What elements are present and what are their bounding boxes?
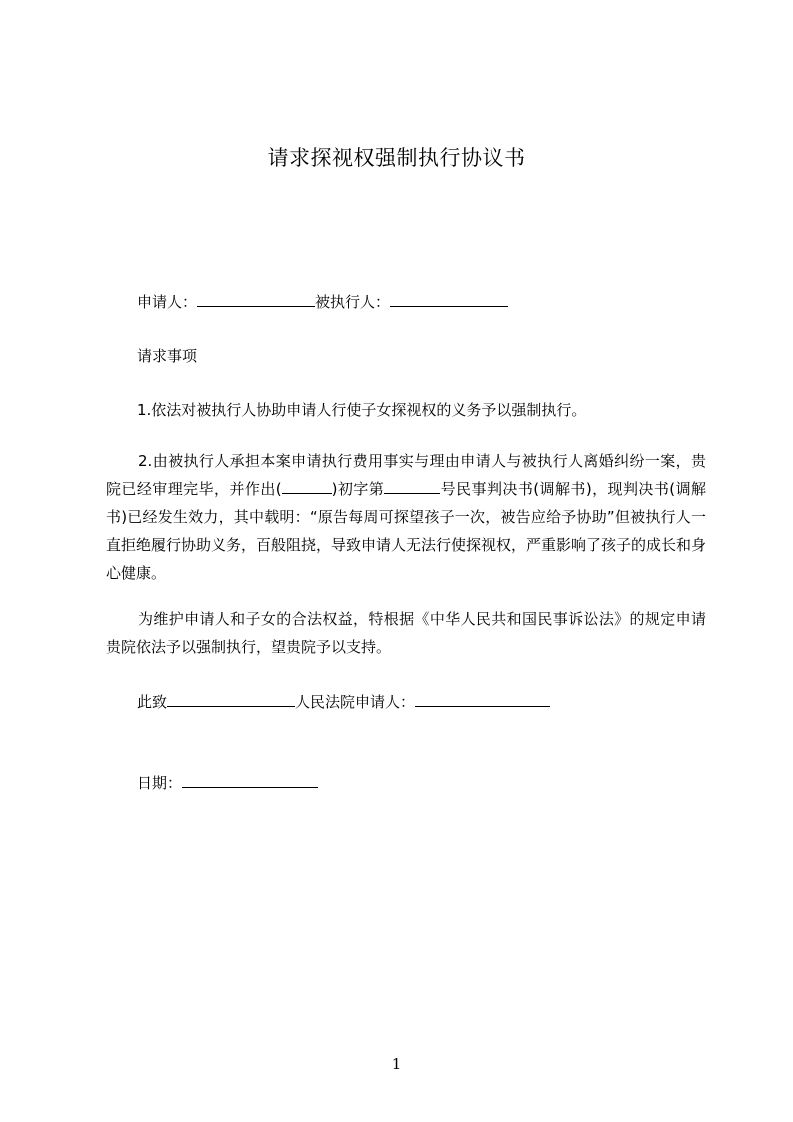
court-applicant-label: 人民法院申请人： xyxy=(295,693,416,711)
request-item-2-text-b: )初字第 xyxy=(331,480,385,498)
salutation-prefix: 此致 xyxy=(137,693,168,711)
respondent-label: 被执行人： xyxy=(315,293,391,311)
case-year-blank[interactable] xyxy=(282,479,332,494)
applicant-label: 申请人： xyxy=(137,293,198,311)
parties-line xyxy=(137,291,508,312)
request-item-1: 1.依法对被执行人协助申请人行使子女探视权的义务予以强制执行。 xyxy=(137,401,587,419)
applicant-blank[interactable] xyxy=(197,292,315,307)
date-blank[interactable] xyxy=(182,773,318,788)
document-title: 请求探视权强制执行协议书 xyxy=(267,146,526,170)
date-label: 日期： xyxy=(137,774,183,792)
request-item-2 xyxy=(106,447,706,587)
request-item-2-text-a: 2.由被执行人承担本案申请执行费用事实与理由申请人与被执行人离婚纠纷一案，贵院已经审理完毕，并作出( xyxy=(106,452,706,498)
section-heading: 请求事项 xyxy=(137,347,198,365)
case-number-blank[interactable] xyxy=(384,479,440,494)
court-name-blank[interactable] xyxy=(167,692,295,707)
closing-paragraph: 为维护申请人和子女的合法权益，特根据《中华人民共和国民事诉讼法》的规定申请贵院依法予以强制执行，望贵院予以支持。 xyxy=(106,610,706,656)
page-number: 1 xyxy=(391,1055,402,1073)
salutation-line xyxy=(137,691,550,712)
signature-blank[interactable] xyxy=(415,692,550,707)
date-line xyxy=(137,772,318,793)
respondent-blank[interactable] xyxy=(390,292,508,307)
request-item-2-text-c: 号民事判决书(调解书)，现判决书(调解书)已经发生效力，其中载明：“原告每周可探望孩子一次，被告应给予协助”但被执行人一直拒绝履行协助义务，百般阻挠，导致申请人无法行使探视权，严重影响了孩子的成长和身心健康。 xyxy=(106,480,707,582)
